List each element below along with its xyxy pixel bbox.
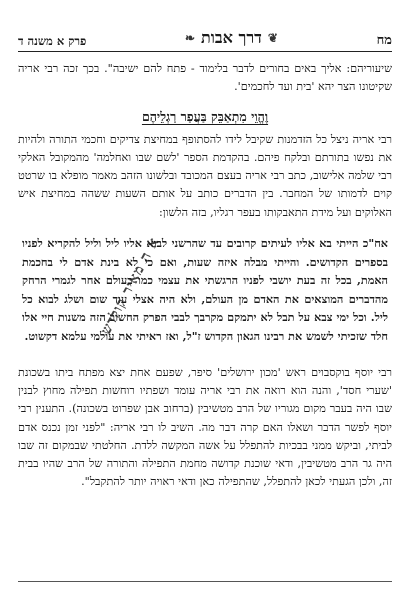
quotation-block: [22, 234, 388, 346]
section-heading: וֶהֱוֵי מִתְאַבֵּק בַּעֲפַר רַגְלֵיהֶם: [141, 108, 269, 124]
chapter-reference: פרק א משנה ד: [18, 34, 87, 48]
story-paragraph: רבי יוסף בוקסבוים ראש 'מכון ירושלים' סיפר, שפעם אחת יצא מפתח ביתו בשכונת 'שערי חסד', והנה הוא רואה את רבי אריה עומד ושפתיו רוחשות תפילה מחוץ לבנין שבו היה בעבר מקום מגוריו של הרב מטשיבין (ברחוב אבן שפרוט בשכונה). התענין רבי יוסף לפשר הדבר ושאלו האם קרה דבר מה. השיב לו רבי אריה: "לפני זמן נכנס אדם לביתי, וביקש ממני בבכיות להתפלל על אשה המקשה ללדת. החלטתי שבמקום זה שבו היה גר הרב מטשיבין, ודאי שוכנת קדושה מחמת התפילה והתורה של הרב שהיו בבית זה, ולכן הגעתי לכאן להתפלל, שהתפילה כאן ודאי ראויה יותר להתקבל".: [18, 365, 392, 489]
book-page: [18, 26, 392, 586]
ornament-icon: ❦: [267, 31, 278, 45]
page-number: מח: [376, 33, 392, 48]
opening-paragraph: שיעוריהם: אליך באים בחורים לדבר בלימוד - פתח להם ישיבה". בכך זכה רבי אריה שקיטונו הצר יהא 'בית ועד לחכמים'.: [18, 62, 392, 94]
running-header: [18, 26, 392, 52]
ornament-icon: ❧: [184, 31, 196, 45]
footer-rule: [18, 581, 392, 582]
quotation-text: אח"כ הייתי בא אליו לעיתים קרובים עד שהרשני לבוא אליו ליל וליל להקריא לפניו בספרים הקדושים. והייתי מבלה איזה שעות, ואם כי לא בינת אדם לי בחכמת האמת, בכל זה בעת יושבי לפניו הרגשתי את עצמי כמו בעולם אחר לגמרי הרחק מהדברים המוצאים את האדם מן העולם, ולא היה אצלי עוד שום ושלג לבוא כל ליל. וכל ימי צבא על תבל לא יתמקם מקרבך לבבי הפרק החשוב הזה משנות חיי אלו חלד שזכיתי לשמש את רבינו הגאון הקדוש ז"ל, ואז ראיתי את עולמי עלמא דקשוט.: [22, 236, 388, 344]
library-stamp: א ה מאיר קולדש: [98, 234, 163, 338]
body-paragraph: רבי אריה ניצל כל הזדמנות שקיבל לידו להסתופף במחיצת צדיקים וחכמי התורה ולהיות את נפשו בתורתם ובלקח פיהם. בהקדמת הספר 'לשם שבו ואחלמה' מהמקובל האלקי רבי שלמה אלישוב, כתב רבי אריה בעצם המכובד ובלשונו הזהב מאמר מופלא בו שרטט קוים לדמותו של המחבר. בין הדברים כותב על אותם השעות ששהה במחיצת איש האלוקים ועל מידת התאבקותו בעפר רגליו, בזה הלשון:: [18, 132, 392, 219]
book-title: [185, 28, 278, 48]
book-title-text: דרך אבות: [201, 28, 262, 47]
